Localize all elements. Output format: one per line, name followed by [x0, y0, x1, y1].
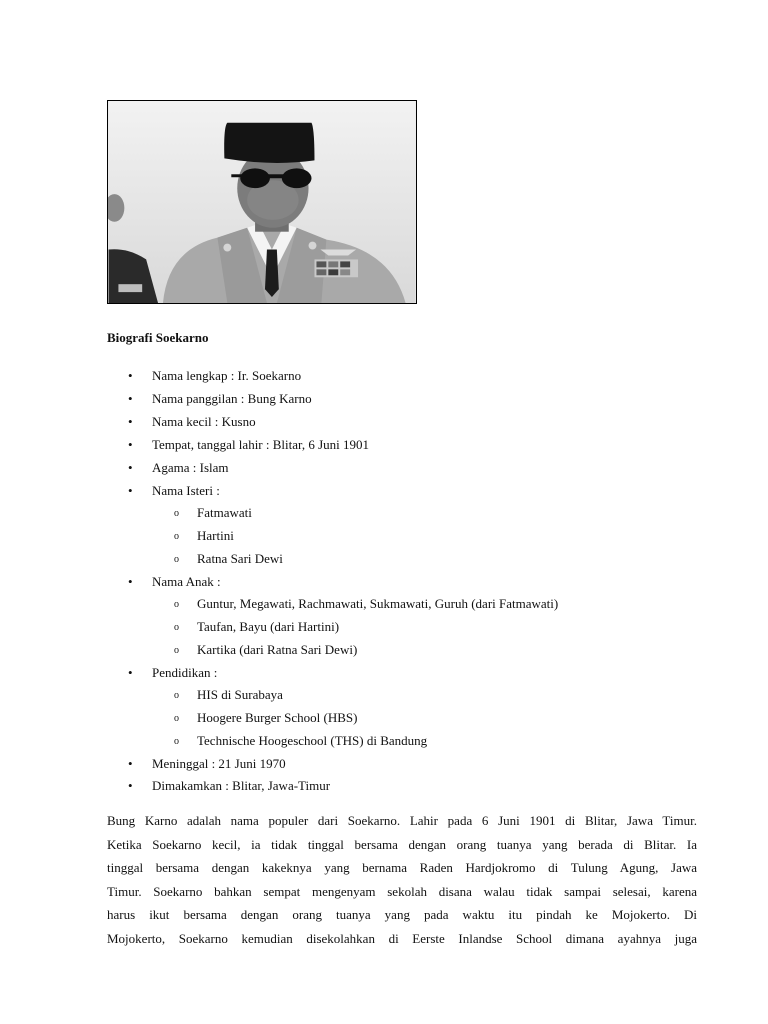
paragraph-line: Bung Karno adalah nama populer dari Soekarno. Lahir pada 6 Juni 1901 di Blitar, Jawa Timur.	[107, 813, 697, 828]
list-item-text: Tempat, tanggal lahir : Blitar, 6 Juni 1901	[152, 436, 370, 452]
list-item	[107, 457, 707, 480]
list-item	[107, 662, 707, 753]
list-item	[107, 434, 707, 457]
sublist-item: o Hartini	[152, 525, 707, 548]
sublist-item: o Technische Hoogeschool (THS) di Bandung	[152, 730, 707, 753]
wives-sublist	[152, 502, 707, 570]
list-item-text: Agama : Islam	[152, 459, 229, 475]
document-title: Biografi Soekarno	[107, 330, 209, 345]
body-paragraph	[107, 809, 697, 950]
sublist-item: o Fatmawati	[152, 502, 707, 525]
list-item-text: Nama lengkap : Ir. Soekarno	[152, 368, 302, 383]
list-item	[107, 753, 707, 776]
biography-list	[107, 365, 707, 798]
children-sublist	[152, 593, 707, 661]
list-item	[107, 480, 707, 571]
list-item	[107, 775, 707, 798]
portrait-photo	[107, 100, 417, 304]
list-item-text: Nama panggilan : Bung Karno	[152, 390, 312, 406]
education-sublist	[152, 684, 707, 752]
paragraph-line: Timur. Soekarno bahkan sempat mengenyam sekolah disana walau tidak sampai selesai, karena	[107, 883, 697, 899]
paragraph-line: tinggal bersama dengan kakeknya yang bernama Raden Hardjokromo di Tulung Agung, Jawa	[107, 860, 697, 875]
list-item	[107, 388, 707, 411]
paragraph-line: harus ikut bersama dengan orang tuanya yang pada waktu itu pindah ke Mojokerto. Di	[107, 907, 697, 922]
list-item	[107, 411, 707, 434]
paragraph-line: Ketika Soekarno kecil, ia tidak tinggal bersama dengan orang tuanya yang berada di Blitar. Ia	[107, 836, 697, 852]
sublist-item: o HIS di Surabaya	[152, 684, 707, 707]
list-item-text: Nama Isteri :	[152, 482, 220, 498]
list-item-text: Nama kecil : Kusno	[152, 413, 256, 429]
list-item	[107, 571, 707, 662]
list-item-text: Meninggal : 21 Juni 1970	[152, 755, 286, 771]
list-item-text: Dimakamkan : Blitar, Jawa-Timur	[152, 778, 331, 794]
list-item-text: Pendidikan :	[152, 664, 218, 680]
list-item-text: Nama Anak :	[152, 573, 221, 589]
sublist-item: o Guntur, Megawati, Rachmawati, Sukmawati, Guruh (dari Fatmawati)	[152, 593, 707, 616]
sublist-item: o Kartika (dari Ratna Sari Dewi)	[152, 639, 707, 662]
list-item	[107, 365, 707, 388]
sublist-item: o Ratna Sari Dewi	[152, 548, 707, 571]
sublist-item: o Hoogere Burger School (HBS)	[152, 707, 707, 730]
sublist-item: o Taufan, Bayu (dari Hartini)	[152, 616, 707, 639]
paragraph-line: Mojokerto, Soekarno kemudian disekolahkan di Eerste Inlandse School dimana ayahnya juga	[107, 930, 697, 946]
